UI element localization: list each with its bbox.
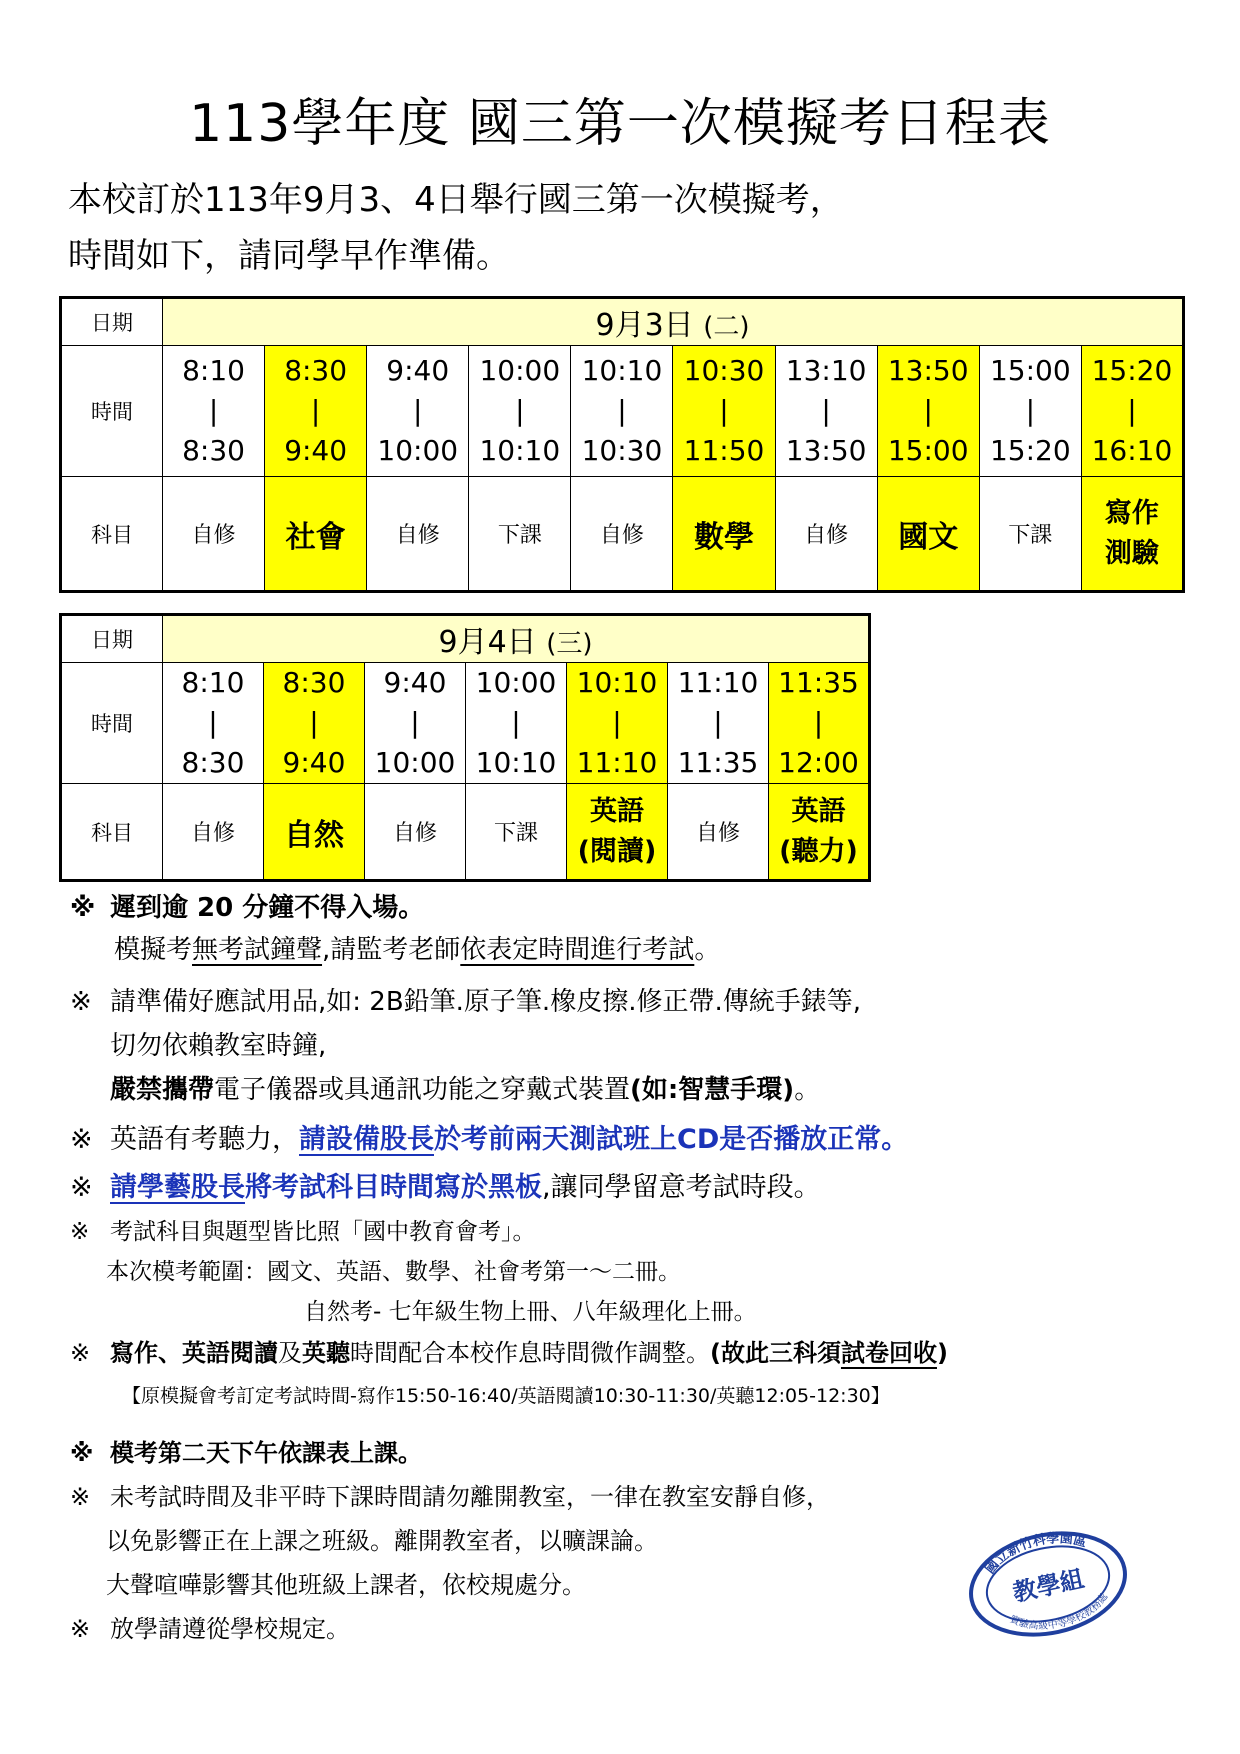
note-text: 電子儀器或具通訊功能之穿戴式裝置 <box>214 1075 631 1105</box>
slot-separator: | <box>713 706 723 739</box>
subject-cell <box>466 784 567 881</box>
note-text: 於考前兩天測試班上CD是否播放正常。 <box>434 1124 909 1155</box>
time-slot-cell <box>571 346 673 477</box>
note-mark: ※ <box>70 1615 91 1643</box>
slot-start-time: 10:00 <box>475 666 557 699</box>
note-text: 。 <box>694 935 721 965</box>
note-text: 模擬考 <box>114 935 193 965</box>
slot-separator: | <box>208 394 219 427</box>
note-original-times: 【原模擬會考訂定考試時間-寫作15:50-16:40/英語閱讀10:30-11:30/英聽12:05-12:30】 <box>122 1385 890 1407</box>
time-slot-cell <box>775 346 877 477</box>
slot-separator: | <box>310 394 321 427</box>
slot-separator: | <box>923 394 933 427</box>
slot-end-time: 9:40 <box>282 746 346 779</box>
note-text: 未考試時間及非平時下課時間請勿離開教室，一律在教室安靜自修， <box>110 1483 830 1511</box>
slot-start-time: 10:10 <box>576 666 658 699</box>
slot-separator: | <box>413 394 423 427</box>
date-label: 日期 <box>61 298 163 346</box>
note-mark: ※ <box>70 1124 93 1155</box>
note-text: 請準備好應試用品,如: 2B鉛筆.原子筆.橡皮擦.修正帶.傳統手錶等, <box>110 987 861 1017</box>
note-adjust <box>70 1333 948 1368</box>
stamp-center-text: 教學組 <box>1010 1563 1087 1608</box>
schedule-table-day2 <box>59 613 871 882</box>
note-text: ,讓同學留意考試時段。 <box>542 1172 821 1203</box>
slot-separator: | <box>410 706 420 739</box>
slot-start-time: 13:10 <box>785 354 867 387</box>
slot-separator: | <box>1127 394 1137 427</box>
slot-end-time: 10:00 <box>377 434 459 467</box>
slot-start-time: 10:10 <box>581 354 663 387</box>
slot-end-time: 11:10 <box>576 746 658 779</box>
subject-name: 國文 <box>898 519 959 555</box>
time-slot-cell <box>979 346 1081 477</box>
note-board <box>70 1165 821 1204</box>
time-row <box>61 663 870 784</box>
slot-start-time: 15:20 <box>1091 354 1173 387</box>
slot-end-time: 10:30 <box>581 434 663 467</box>
note-no-clock: 切勿依賴教室時鐘, <box>110 1031 327 1061</box>
slot-separator: | <box>515 394 525 427</box>
note-mark: ※ <box>70 1172 93 1203</box>
subject-name-line2: (聽力) <box>779 835 858 867</box>
slot-end-time: 15:00 <box>887 434 969 467</box>
note-text: 。 <box>794 1075 821 1105</box>
note-text: ,請監考老師 <box>322 935 461 965</box>
subject-name: 自修 <box>695 821 740 846</box>
slot-start-time: 8:30 <box>284 354 348 387</box>
subject-name: 自修 <box>395 523 440 548</box>
slot-start-time: 8:10 <box>181 666 245 699</box>
subject-cell <box>877 477 979 592</box>
date-cell <box>163 298 1184 346</box>
intro-line-1: 本校訂於113年9月3、4日舉行國三第一次模擬考， <box>68 180 844 220</box>
slot-end-time: 10:10 <box>479 434 561 467</box>
subject-name: 下課 <box>493 821 538 846</box>
slot-separator: | <box>617 394 627 427</box>
slot-start-time: 9:40 <box>383 666 447 699</box>
note-text: 請設備股長 <box>299 1124 434 1155</box>
subject-name: 自修 <box>804 523 849 548</box>
subject-name: 英語 <box>791 795 846 827</box>
slot-separator: | <box>1025 394 1036 427</box>
subject-name-line2: (閱讀) <box>577 835 657 867</box>
subject-name: 自修 <box>191 523 236 548</box>
subject-cell <box>264 784 365 881</box>
note-text: 將考試科目時間寫於黑板 <box>245 1172 542 1203</box>
note-text: 依表定時間進行考試 <box>460 935 695 965</box>
slot-end-time: 11:35 <box>677 746 759 779</box>
note-stay-1 <box>70 1477 830 1512</box>
subject-cell <box>265 477 367 592</box>
slot-start-time: 15:00 <box>989 354 1071 387</box>
stamp-arc-bottom: 實驗高級中等學校教務處 <box>1008 1591 1111 1632</box>
slot-start-time: 11:35 <box>778 666 859 699</box>
subject-row <box>61 477 1184 592</box>
subject-cell <box>365 784 466 881</box>
time-slot-cell <box>466 663 567 784</box>
subject-label: 科目 <box>61 477 163 592</box>
note-text: 無考試鐘聲 <box>192 935 323 965</box>
date-row <box>61 298 1184 346</box>
note-dismiss <box>70 1609 350 1644</box>
subject-name: 自然 <box>284 817 344 853</box>
note-text: 放學請遵從學校規定。 <box>110 1615 350 1643</box>
note-stay-3: 大聲喧嘩影響其他班級上課者，依校規處分。 <box>106 1571 586 1599</box>
slot-separator: | <box>719 394 729 427</box>
time-slot-cell <box>365 663 466 784</box>
slot-start-time: 11:10 <box>677 666 759 699</box>
note-cd <box>70 1117 908 1156</box>
note-devices <box>110 1069 820 1106</box>
time-slot-cell <box>668 663 769 784</box>
stamp-arc-top: 國立新竹科學園區 <box>982 1531 1089 1578</box>
note-scope-1: 本次模考範圍：國文、英語、數學、社會考第一～二冊。 <box>106 1259 681 1285</box>
subject-cell <box>668 784 769 881</box>
subject-name: 下課 <box>1008 523 1053 548</box>
subject-cell <box>673 477 775 592</box>
time-slot-cell <box>1081 346 1183 477</box>
time-slot-cell <box>367 346 469 477</box>
subject-name: 數學 <box>694 519 755 555</box>
date-row <box>61 615 870 663</box>
subject-cell <box>367 477 469 592</box>
subject-cell <box>571 477 673 592</box>
time-slot-cell <box>877 346 979 477</box>
subject-cell <box>163 784 264 881</box>
slot-end-time: 13:50 <box>785 434 867 467</box>
note-format <box>70 1213 536 1246</box>
date-cell <box>163 615 870 663</box>
note-mark: ※ <box>70 1483 91 1511</box>
intro-line-2: 時間如下，請同學早作準備。 <box>68 236 510 276</box>
time-label: 時間 <box>61 663 163 784</box>
subject-name: 寫作 <box>1104 497 1159 529</box>
note-mark: ※ <box>70 1339 91 1367</box>
time-label: 時間 <box>61 346 163 477</box>
school-stamp <box>965 1530 1131 1638</box>
subject-cell <box>469 477 571 592</box>
subject-name: 自修 <box>392 821 437 846</box>
schedule-table-day1 <box>59 296 1185 593</box>
note-text: 試卷回收 <box>840 1339 937 1367</box>
slot-start-time: 8:30 <box>282 666 346 699</box>
slot-end-time: 11:50 <box>683 434 765 467</box>
subject-row <box>61 784 870 881</box>
weekday-text: (二) <box>703 312 750 342</box>
note-text: 時間配合本校作息時間微作調整。 <box>350 1339 710 1367</box>
slot-end-time: 8:30 <box>182 434 245 467</box>
subject-name: 下課 <box>497 523 542 548</box>
slot-separator: | <box>208 706 218 739</box>
time-slot-cell <box>163 663 264 784</box>
note-mark: ※ <box>70 893 96 923</box>
subject-name: 自修 <box>599 523 644 548</box>
slot-start-time: 10:00 <box>479 354 561 387</box>
subject-cell <box>769 784 870 881</box>
note-text: (故此三科須 <box>710 1339 841 1367</box>
slot-end-time: 10:00 <box>374 746 456 779</box>
slot-end-time: 16:10 <box>1091 434 1173 467</box>
slot-start-time: 8:10 <box>182 354 245 387</box>
note-text: (如:智慧手環) <box>630 1075 795 1105</box>
note-text: 英聽 <box>302 1339 350 1367</box>
slot-start-time: 9:40 <box>386 354 450 387</box>
note-mark: ※ <box>70 987 92 1017</box>
subject-cell <box>1081 477 1183 592</box>
slot-start-time: 10:30 <box>683 354 765 387</box>
date-label: 日期 <box>61 615 163 663</box>
slot-end-time: 12:00 <box>778 746 859 779</box>
date-text: 9月4日 <box>438 625 537 660</box>
subject-cell <box>567 784 668 881</box>
note-stay-2: 以免影響正在上課之班級。離開教室者，以曠課論。 <box>106 1527 658 1555</box>
slot-separator: | <box>813 706 824 739</box>
note-text: 嚴禁攜帶 <box>110 1075 215 1105</box>
note-mark: ※ <box>70 1439 94 1467</box>
time-slot-cell <box>567 663 668 784</box>
note-text: 英語有考聽力， <box>110 1124 299 1155</box>
note-late <box>70 887 424 924</box>
slot-separator: | <box>309 706 319 739</box>
note-bell <box>114 929 720 966</box>
subject-name-line2: 測驗 <box>1104 537 1159 569</box>
note-text: 遲到逾 20 分鐘不得入場。 <box>110 893 425 923</box>
note-mark: ※ <box>70 1219 90 1245</box>
subject-name: 自修 <box>190 821 235 846</box>
time-slot-cell <box>163 346 265 477</box>
slot-separator: | <box>612 706 622 739</box>
subject-cell <box>775 477 877 592</box>
subject-name: 社會 <box>285 519 346 555</box>
note-text: 及 <box>278 1339 302 1367</box>
subject-name: 英語 <box>590 795 644 827</box>
note-text: ) <box>936 1339 948 1367</box>
page-title: 113學年度 國三第一次模擬考日程表 <box>189 94 1051 154</box>
time-slot-cell <box>673 346 775 477</box>
note-text: 模考第二天下午依課表上課。 <box>110 1439 422 1467</box>
subject-cell <box>163 477 265 592</box>
note-text: 寫作、英語閱讀 <box>110 1339 278 1367</box>
time-slot-cell <box>469 346 571 477</box>
slot-end-time: 15:20 <box>989 434 1071 467</box>
subject-label: 科目 <box>61 784 163 881</box>
slot-separator: | <box>821 394 831 427</box>
time-slot-cell <box>264 663 365 784</box>
time-slot-cell <box>769 663 870 784</box>
date-text: 9月3日 <box>595 308 694 343</box>
slot-separator: | <box>511 706 521 739</box>
note-text: 請學藝股長 <box>110 1172 245 1203</box>
note-scope-2: 自然考- 七年級生物上冊、八年級理化上冊。 <box>304 1299 757 1325</box>
slot-end-time: 10:10 <box>475 746 557 779</box>
weekday-text: (三) <box>546 629 593 659</box>
subject-cell <box>979 477 1081 592</box>
note-supplies <box>70 981 861 1018</box>
slot-end-time: 9:40 <box>284 434 348 467</box>
slot-end-time: 8:30 <box>181 746 245 779</box>
time-row <box>61 346 1184 477</box>
time-slot-cell <box>265 346 367 477</box>
note-text: 考試科目與題型皆比照「國中教育會考」。 <box>110 1219 536 1245</box>
note-day2-afternoon <box>70 1433 422 1468</box>
slot-start-time: 13:50 <box>887 354 969 387</box>
